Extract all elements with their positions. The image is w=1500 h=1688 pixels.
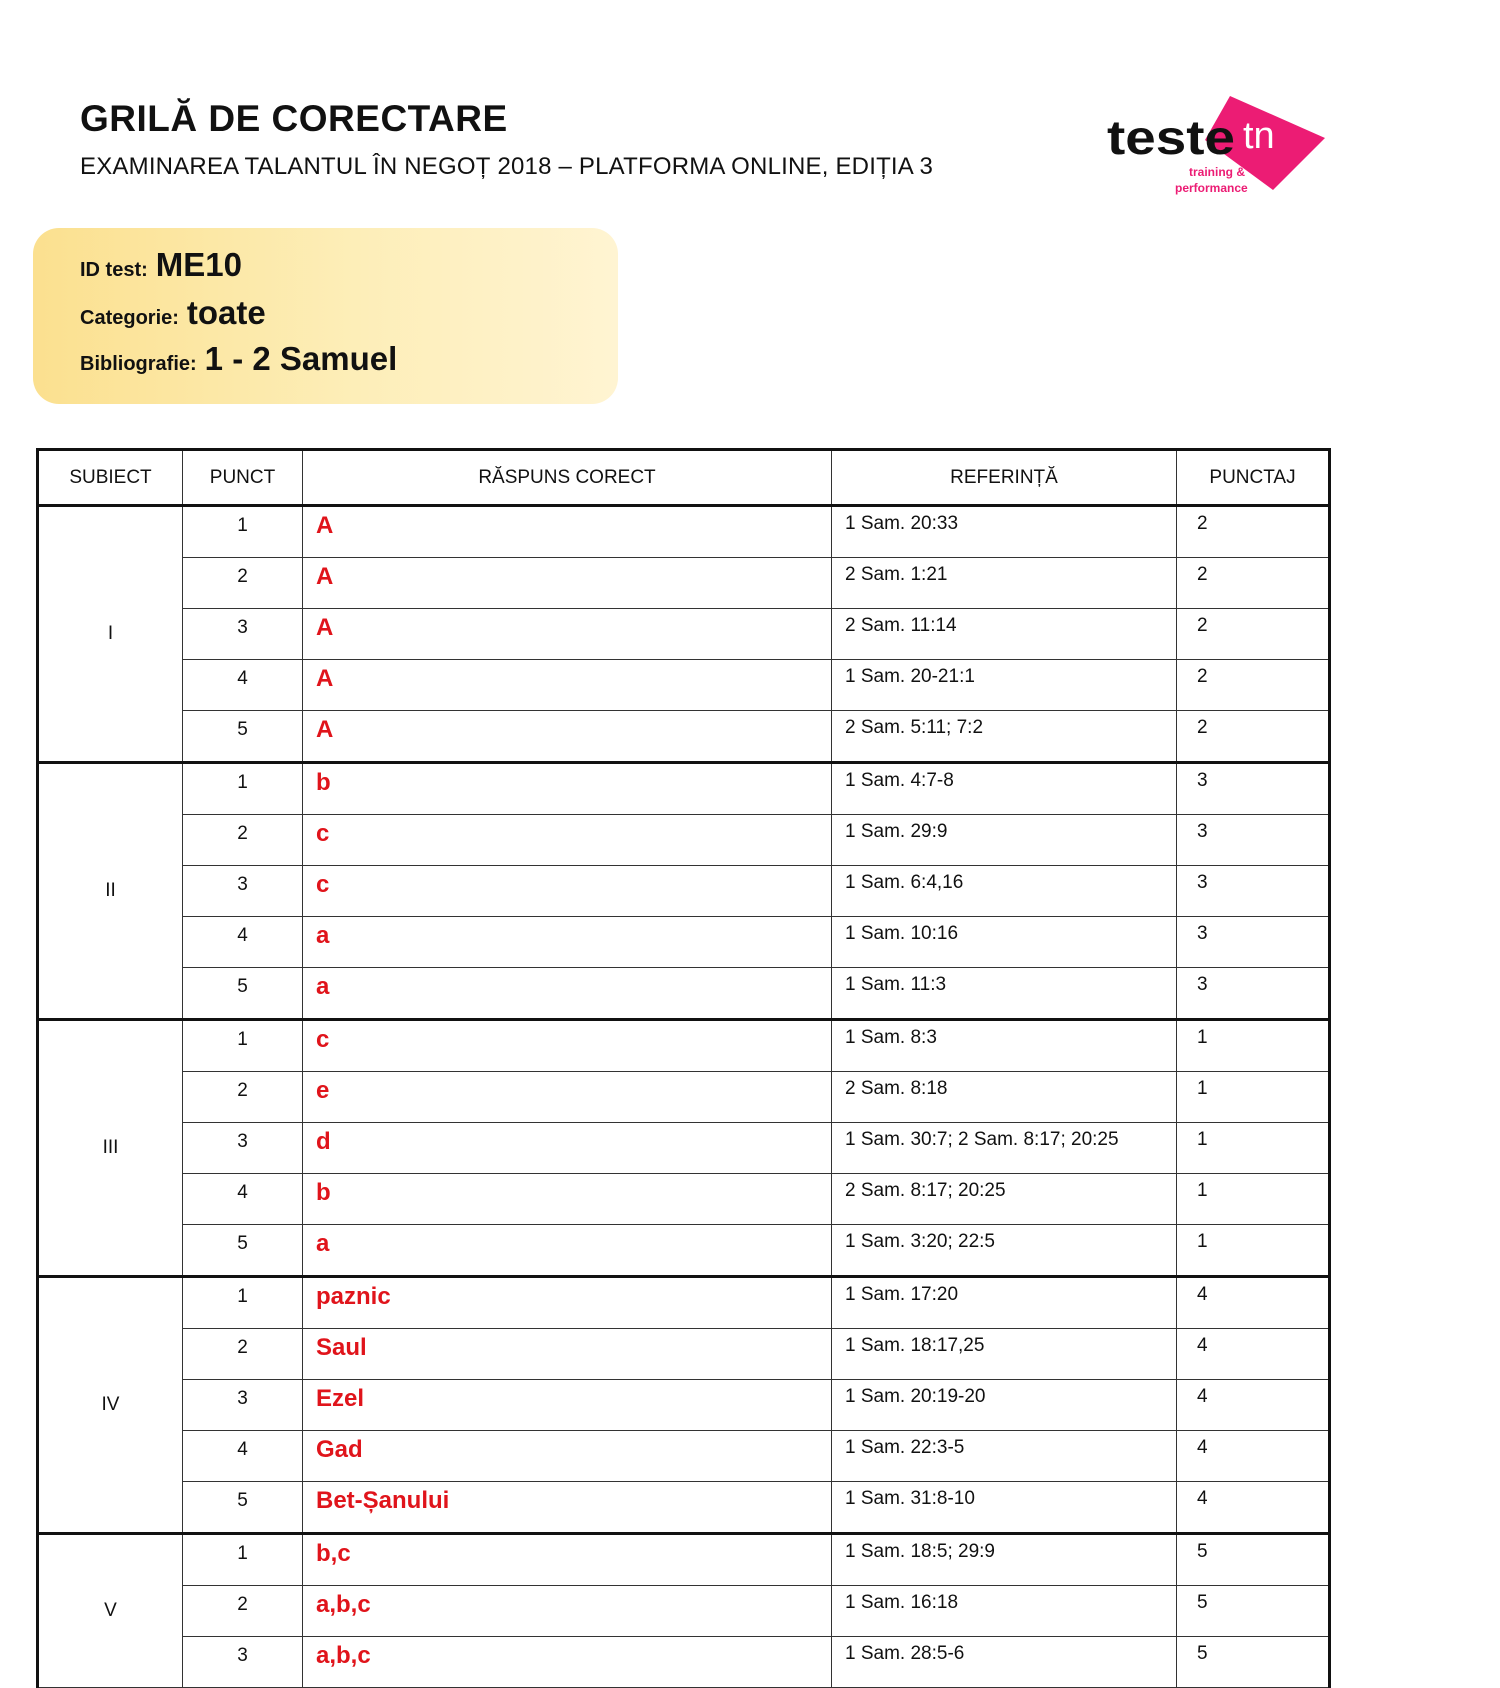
- test-id-label: ID test:: [80, 259, 148, 281]
- reference-cell: 1 Sam. 29:9: [832, 815, 1177, 866]
- table-row: [38, 558, 1330, 609]
- reference-cell: 2 Sam. 5:11; 7:2: [832, 711, 1177, 763]
- punct-cell: 5: [183, 711, 303, 763]
- table-row: [38, 1431, 1330, 1482]
- points-cell: 4: [1177, 1431, 1330, 1482]
- answer-cell: paznic: [303, 1277, 832, 1329]
- logo-tagline-1: training &: [1189, 165, 1245, 179]
- table-row: [38, 711, 1330, 763]
- reference-cell: 1 Sam. 16:18: [832, 1586, 1177, 1637]
- table-row: [38, 1277, 1330, 1329]
- test-bibliography: [80, 340, 397, 378]
- subject-cell: I: [38, 506, 183, 763]
- table-row: [38, 917, 1330, 968]
- answer-cell: A: [303, 660, 832, 711]
- reference-cell: 2 Sam. 8:17; 20:25: [832, 1174, 1177, 1225]
- answer-cell: e: [303, 1072, 832, 1123]
- punct-cell: 4: [183, 660, 303, 711]
- points-cell: 3: [1177, 763, 1330, 815]
- punct-cell: 1: [183, 763, 303, 815]
- subject-cell: III: [38, 1020, 183, 1277]
- table-row: [38, 866, 1330, 917]
- punct-cell: 3: [183, 1380, 303, 1431]
- points-cell: 3: [1177, 917, 1330, 968]
- punct-cell: 3: [183, 609, 303, 660]
- reference-cell: 1 Sam. 8:3: [832, 1020, 1177, 1072]
- category-value: toate: [186, 294, 266, 331]
- table-row: [38, 1586, 1330, 1637]
- answer-cell: c: [303, 1020, 832, 1072]
- header-raspuns: RĂSPUNS CORECT: [303, 450, 832, 506]
- reference-cell: 1 Sam. 3:20; 22:5: [832, 1225, 1177, 1277]
- table-row: [38, 1072, 1330, 1123]
- reference-cell: 1 Sam. 18:17,25: [832, 1329, 1177, 1380]
- reference-cell: 1 Sam. 31:8-10: [832, 1482, 1177, 1534]
- reference-cell: 1 Sam. 20:19-20: [832, 1380, 1177, 1431]
- header-punctaj: PUNCTAJ: [1177, 450, 1330, 506]
- reference-cell: 2 Sam. 11:14: [832, 609, 1177, 660]
- points-cell: 3: [1177, 866, 1330, 917]
- points-cell: 5: [1177, 1534, 1330, 1586]
- table-row: [38, 1329, 1330, 1380]
- answer-cell: b,c: [303, 1534, 832, 1586]
- points-cell: 2: [1177, 506, 1330, 558]
- bibliography-value: 1 - 2 Samuel: [204, 340, 398, 377]
- points-cell: 5: [1177, 1637, 1330, 1688]
- subject-cell: V: [38, 1534, 183, 1688]
- reference-cell: 1 Sam. 17:20: [832, 1277, 1177, 1329]
- points-cell: 3: [1177, 968, 1330, 1020]
- table-header-row: [38, 450, 1330, 506]
- points-cell: 1: [1177, 1072, 1330, 1123]
- reference-cell: 2 Sam. 8:18: [832, 1072, 1177, 1123]
- points-cell: 4: [1177, 1380, 1330, 1431]
- reference-cell: 2 Sam. 1:21: [832, 558, 1177, 609]
- points-cell: 2: [1177, 558, 1330, 609]
- punct-cell: 2: [183, 815, 303, 866]
- reference-cell: 1 Sam. 6:4,16: [832, 866, 1177, 917]
- points-cell: 1: [1177, 1020, 1330, 1072]
- reference-cell: 1 Sam. 18:5; 29:9: [832, 1534, 1177, 1586]
- test-id-value: ME10: [155, 246, 243, 283]
- points-cell: 1: [1177, 1174, 1330, 1225]
- answer-cell: A: [303, 711, 832, 763]
- points-cell: 4: [1177, 1482, 1330, 1534]
- logo-text-accent: tn: [1243, 115, 1275, 157]
- header-subiect: SUBIECT: [38, 450, 183, 506]
- answer-cell: b: [303, 763, 832, 815]
- answer-cell: c: [303, 815, 832, 866]
- reference-cell: 1 Sam. 30:7; 2 Sam. 8:17; 20:25: [832, 1123, 1177, 1174]
- punct-cell: 5: [183, 968, 303, 1020]
- table-row: [38, 1482, 1330, 1534]
- punct-cell: 4: [183, 917, 303, 968]
- table-row: [38, 815, 1330, 866]
- table-row: [38, 1637, 1330, 1688]
- answer-cell: Ezel: [303, 1380, 832, 1431]
- answer-cell: Bet-Șanului: [303, 1482, 832, 1534]
- answer-cell: a,b,c: [303, 1586, 832, 1637]
- points-cell: 5: [1177, 1586, 1330, 1637]
- answer-cell: a: [303, 1225, 832, 1277]
- punct-cell: 4: [183, 1431, 303, 1482]
- table-row: [38, 506, 1330, 558]
- subject-cell: II: [38, 763, 183, 1020]
- table-row: [38, 609, 1330, 660]
- testetn-logo: [1105, 88, 1330, 203]
- answer-cell: a,b,c: [303, 1637, 832, 1688]
- logo-text-main: teste: [1107, 112, 1235, 165]
- punct-cell: 5: [183, 1482, 303, 1534]
- bibliography-label: Bibliografie:: [80, 353, 197, 375]
- points-cell: 2: [1177, 609, 1330, 660]
- answer-cell: Saul: [303, 1329, 832, 1380]
- reference-cell: 1 Sam. 4:7-8: [832, 763, 1177, 815]
- answer-cell: d: [303, 1123, 832, 1174]
- answer-cell: a: [303, 968, 832, 1020]
- punct-cell: 4: [183, 1174, 303, 1225]
- punct-cell: 2: [183, 1072, 303, 1123]
- test-category: [80, 294, 266, 332]
- table-row: [38, 1174, 1330, 1225]
- points-cell: 1: [1177, 1225, 1330, 1277]
- table-row: [38, 1534, 1330, 1586]
- punct-cell: 3: [183, 1637, 303, 1688]
- answer-cell: A: [303, 609, 832, 660]
- page-subtitle: EXAMINAREA TALANTUL ÎN NEGOȚ 2018 – PLATFORMA ONLINE, EDIȚIA 3: [80, 153, 934, 180]
- punct-cell: 2: [183, 1329, 303, 1380]
- reference-cell: 1 Sam. 22:3-5: [832, 1431, 1177, 1482]
- punct-cell: 3: [183, 1123, 303, 1174]
- test-info-box: [33, 228, 618, 404]
- points-cell: 4: [1177, 1277, 1330, 1329]
- answer-cell: a: [303, 917, 832, 968]
- answer-cell: Gad: [303, 1431, 832, 1482]
- punct-cell: 1: [183, 506, 303, 558]
- page-title: GRILĂ DE CORECTARE: [80, 98, 508, 139]
- points-cell: 2: [1177, 711, 1330, 763]
- header-referinta: REFERINȚĂ: [832, 450, 1177, 506]
- table-row: [38, 968, 1330, 1020]
- answer-key-table: [36, 448, 1331, 1688]
- table-row: [38, 1380, 1330, 1431]
- table-row: [38, 1123, 1330, 1174]
- subject-cell: IV: [38, 1277, 183, 1534]
- table-row: [38, 763, 1330, 815]
- reference-cell: 1 Sam. 10:16: [832, 917, 1177, 968]
- punct-cell: 1: [183, 1534, 303, 1586]
- reference-cell: 1 Sam. 20:33: [832, 506, 1177, 558]
- punct-cell: 2: [183, 558, 303, 609]
- points-cell: 1: [1177, 1123, 1330, 1174]
- table-row: [38, 1225, 1330, 1277]
- points-cell: 4: [1177, 1329, 1330, 1380]
- test-id: [80, 246, 242, 284]
- answer-cell: A: [303, 558, 832, 609]
- answer-cell: A: [303, 506, 832, 558]
- table-row: [38, 660, 1330, 711]
- punct-cell: 1: [183, 1277, 303, 1329]
- category-label: Categorie:: [80, 307, 179, 329]
- reference-cell: 1 Sam. 28:5-6: [832, 1637, 1177, 1688]
- header-punct: PUNCT: [183, 450, 303, 506]
- punct-cell: 2: [183, 1586, 303, 1637]
- points-cell: 2: [1177, 660, 1330, 711]
- logo-tagline-2: performance: [1175, 181, 1248, 195]
- answer-cell: b: [303, 1174, 832, 1225]
- punct-cell: 1: [183, 1020, 303, 1072]
- punct-cell: 3: [183, 866, 303, 917]
- reference-cell: 1 Sam. 20-21:1: [832, 660, 1177, 711]
- answer-cell: c: [303, 866, 832, 917]
- reference-cell: 1 Sam. 11:3: [832, 968, 1177, 1020]
- points-cell: 3: [1177, 815, 1330, 866]
- table-row: [38, 1020, 1330, 1072]
- punct-cell: 5: [183, 1225, 303, 1277]
